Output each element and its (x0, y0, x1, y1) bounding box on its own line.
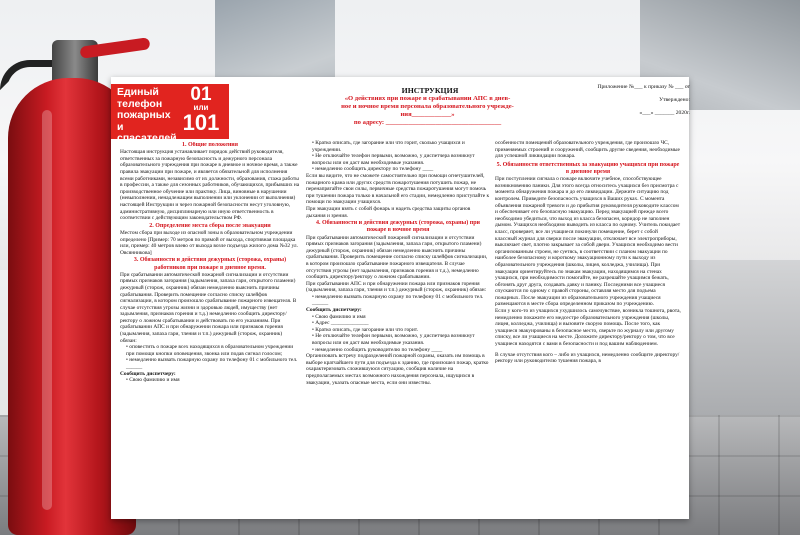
bullet-text: Не отключайте телефон первыми, возможно, у диспетчера возникнут вопросы или он даст вам необходимые указания. (312, 153, 475, 166)
bullet-item: • оповестить о пожаре всех находящихся в образовательном учреждении при помощи кнопки оповещения, звонка или подав сигнал голосом; (126, 344, 294, 357)
section-title: 1. Общие положения (181, 142, 239, 148)
bullet-text: Не отключайте телефон первыми, возможно, у диспетчера возникнут вопросы или он даст вам необходимые указания. (312, 333, 475, 347)
bullet-text: немедленно сообщить руководителю по телефону ____ (315, 346, 443, 353)
phone-numbers (173, 84, 229, 139)
section-title: 2. Определение места сбора после эвакуации (149, 222, 271, 229)
bullet-item: • немедленно сообщить директору по телефону ____ (312, 166, 434, 173)
column-2 (306, 140, 490, 512)
column-3 (495, 140, 681, 512)
bullet-text: Адрес ______________ (315, 320, 369, 327)
section-title: 5. Обязанности ответственных за эвакуацию учащихся при пожаре в дневное время (496, 161, 680, 175)
document-subtitle (300, 95, 555, 127)
approval-line: «___» _______ 2020г. (639, 110, 690, 117)
section-text: Местом сбора при выходе из опасной зоны в образовательном учреждении определено [Пример: 70 метров по прямой от выхода, спортивная площадка или, пример: 40 метров влево от выхода возле подъезда жилого дома №32 ул. Овсянникова] (120, 229, 298, 256)
approval-block (560, 84, 690, 118)
section-title: 4. Обязанности и действия дежурных (сторожа, охраны) при пожаре в ночное время (316, 220, 480, 234)
section-text: Если вы видите, что не сможете самостоятельно при помощи огнетушителей, пожарного крана или других средств пожаротушения потушить пожар, не перенапрягайте свои силы, первичные средства пожаротушения могут помочь при тушении пожара только в начальной его стадии, немедленно приступайте к помощи по эвакуации учащихся. (306, 172, 490, 206)
bullet-item: • Кратко описать, где загорание или что горит, сколько учащихся и учреждении. (312, 140, 465, 153)
document-title: ИНСТРУКЦИЯ (401, 86, 459, 95)
bullet-text: Свою фамилию и имя (129, 377, 180, 384)
phone-box-label: Единый телефон пожарных и спасателей (117, 86, 177, 144)
bullet-item: • Не отключайте телефон первыми, возможно, у диспетчера возникнут вопросы или он даст вам необходимые указания. (312, 153, 475, 166)
bullet-item: • Кратко описать, где загорание или что горит. (312, 326, 419, 333)
bullet-item: • Не отключайте телефон первыми, возможно, у диспетчера возникнут вопросы или он даст вам необходимые указания. (312, 333, 475, 347)
section-text: При срабатывании АПС и при обнаружении пожара или признаков горения (задымления, запаха гари, тления и т.п.) дежурный (сторож, охранник) обязан: (306, 280, 487, 294)
phone-number-or: или (193, 103, 209, 112)
section-text: Организовать встречу подразделений пожарной охраны, оказать им помощь в выборе кратчайшего пути для подъезда к зданию, где произошел пожар, кратко охарактеризовать сложившуюся ситуацию, сообщив наличие на предполагаемых местах возможного нахождения персонала, ищущихся в эвакуации, указать опасные места, если они известны. (306, 353, 489, 386)
approval-line: Приложение №___ к приказу № ___ от (597, 84, 690, 90)
phone-number-01: 01 (190, 84, 212, 105)
bullet-text: оповестить о пожаре всех находящихся в образовательном учреждении при помощи кнопки оповещения, звонка или подав сигнал голосом; (126, 344, 294, 357)
bullet-text: Кратко описать, где загорание или что горит. (315, 326, 419, 333)
section-text: При эвакуации взять с собой фонарь и надеть средства защиты органов дыхания и зрения. (306, 205, 471, 219)
section-text: При срабатывании автоматической пожарной сигнализации и отсутствии прямых признаков загорания (задымления, запаха гари, открытого пламени) дежурный (сторож, охранник) обязан немедленно выяснить причины срабатывания. Проверить помещение согласно списку шлейфов сигнализации, в котором произошло срабатывание пожарного извещателя. В случае отсутствия угрозы (нет задымления, признаков горения и т.д.), немедленно сообщить директору/ректору о ложном срабатывании. (306, 234, 488, 281)
subtitle-line: «О действиях при пожаре и срабатывании АПС в днев- (344, 95, 511, 102)
bullet-item: • Свою фамилию и имя (126, 377, 180, 384)
extinguisher-shine (42, 110, 52, 510)
bullet-text: немедленно вызвать пожарную охрану по телефону 01 с мобильного тел. ______ (126, 357, 298, 371)
subtitle-line: ния____________» (400, 111, 455, 118)
bullet-item: • немедленно вызвать пожарную охрану по телефону 01 с мобильного тел. ______ (312, 293, 484, 307)
section-text: При поступлении сигнала о пожаре включите учебное, способствующее возникновению паники. Для этого всегда относитесь учащихся без присмотра с момента обнаружения пожара и до его ликвидации. Держите ситуацию под контролем. Приведите безопасность учащихся в Ваших руках. С момента объявления пожарной тревоги и до прибытия руководителя руководите классом и обеспечивает его безопасную эвакуацию. Перед эвакуацией прежде всего необходимо убедиться, что выход из класса безопасен, коридор не заполнен дымом. Учащихся необходимо выводить из класса по одному. Учитель покидает класс, проверяет, все ли учащиеся покинули помещение, берет с собой классный журнал для сверки после эвакуации, отключает все электроприборы, выключает свет, плотно закрывает за собой двери. Учащихся необходимо вести организованным строем, не суетясь, в соответствии с планом эвакуации по наиболее безопасному и короткому эвакуационному пути к выходу из образовательного учреждения (школы, лицея, колледжа, училища). При эвакуации ориентируйтесь по знакам эвакуации, находящимся на стенах учащихся, при необходимости помогайте, не разрешайте учащимся бежать, обгонять друг друга, создавать давку и панику. Последними все учащиеся спускаются по одному с правой стороны, оставляя место для подъема пожарных. После эвакуации из образовательного учреждения учащиеся размещаются в месте сбора определенном приказом по учреждению. (495, 176, 681, 308)
section-text: Сообщить диспетчеру: (306, 307, 362, 314)
section-text: При срабатывании автоматической пожарной сигнализации и отсутствии прямых признаков загорания (задымления, запаха гари, открытого пламени) дежурный (сторож, охранник) обязан немедленно выяснить причины срабатывания. Проверить помещение согласно списку шлейфов сигнализации, в котором произошло срабатывание пожарного извещателя. В случае отсутствия угрозы жизни и здоровью людей, имуществу (нет задымления, признаков горения и т.д.) немедленно сообщить директору/ректору о ложном срабатывании и действовать по его указаниям. При срабатывании АПС и при обнаружении пожара или признаков горения (задымления, запаха гари, тления и т.п.) дежурный (сторож, охранник) обязан: (120, 271, 297, 344)
subtitle-line: ное и ночное время персонала образовательного учрежде- (341, 103, 514, 110)
bullet-text: Свою фамилию и имя (315, 313, 366, 320)
bullet-text: Кратко описать, где загорание или что горит, сколько учащихся и учреждении. (312, 140, 465, 153)
section-text: Если у кого-то из учащихся ухудшилось самочувствие, возникла тошнота, рвота, немедленно покажите его медсестре образовательного учреждения (школы, лицея, колледжа, училища) и вызовите скорую помощь. После того, как учащиеся эвакуированы в безопасное место, сверьте по журналу или другому списку, все ли учащиеся на месте. Доложите директору/ректору о том, что все учащиеся находятся с вами в безопасности и под вашим наблюдением. (495, 308, 681, 348)
bullet-text: немедленно сообщить директору по телефону ____ (315, 166, 434, 173)
section-text: особенности помещений образовательного учреждения, где произошло ЧС, применяемых строений и сооружений, сообщить другие сведения, необходимые для успешной ликвидации пожара. (495, 140, 680, 160)
column-1 (120, 142, 300, 512)
bullet-text: немедленно вызвать пожарную охрану по телефону 01 с мобильного тел. ______ (312, 293, 484, 307)
subtitle-line: по адресу: ___________________________________ (353, 119, 502, 126)
section-title: 3. Обязанности и действия дежурных (сторожа, охраны) работников при пожаре в дневное время. (133, 257, 287, 271)
section-text: Сообщить диспетчеру: (120, 370, 176, 377)
section-text: Настоящая инструкция устанавливает порядок действий руководителя, ответственных за пожарную безопасность и дежурного персонала образовательного учреждения при пожаре в дневное и ночное время, а также правила эвакуации при пожаре, и является обязательной для исполнения всеми работниками, независимо от их должности, образования, стажа работы в профессии, а также для сезонных работников, обучающихся, прибывших на производственное обучение или практику. Лица, виновные в нарушении (невыполнении, ненадлежащем выполнении или уклонении от выполнения) настоящей Инструкции и через пожарной безопасности несут уголовную, административную, дисциплинарную или иную ответственность в соответствии с действующим законодательством РФ. (120, 149, 300, 222)
bullet-item: • немедленно вызвать пожарную охрану по телефону 01 с мобильного тел. ______ (126, 357, 298, 371)
approval-line: Утверждено: (659, 97, 690, 104)
section-text: В случае отсутствия кого – либо из учащихся, немедленно сообщите директору/ректору или руководителю тушения пожара, в (495, 351, 680, 365)
emergency-phone-box (111, 84, 229, 144)
bullet-item: • немедленно сообщить руководителю по телефону ____ (312, 346, 443, 353)
phone-number-101: 101 (182, 110, 220, 135)
bullet-item: • Свою фамилию и имя (312, 313, 366, 320)
bullet-item: • Адрес ______________ (312, 320, 369, 327)
